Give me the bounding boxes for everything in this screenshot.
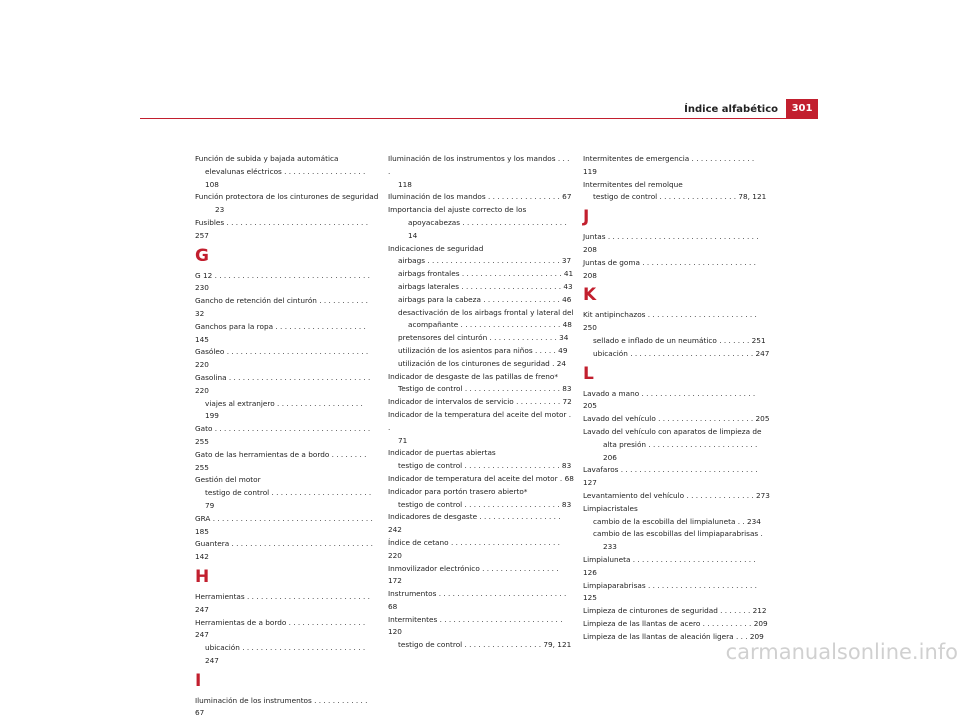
index-entry: ubicación . . . . . . . . . . . . . . . . . . . . . . . . . . . 247 — [205, 643, 366, 665]
index-entry: Lavado del vehículo . . . . . . . . . . . . . . . . . . . . . 205 — [583, 414, 770, 424]
index-entry: Iluminación de los instrumentos . . . . . . . . . . . . 67 — [195, 695, 368, 718]
index-entry: Iluminación de los instrumentos y los mandos . . . . — [388, 154, 570, 176]
index-entry: 233 — [603, 542, 617, 552]
index-column-1 — [195, 153, 379, 720]
index-letter-heading: L — [583, 363, 594, 384]
index-entry: desactivación de los airbags frontal y lateral del — [398, 307, 574, 317]
index-entry: 118 — [398, 179, 412, 189]
index-entry: airbags . . . . . . . . . . . . . . . . . . . . . . . . . . . . . 37 — [398, 256, 572, 266]
index-entry: Limpieza de las llantas de aleación ligera . . . 209 — [583, 631, 764, 641]
index-entry: utilización de los asientos para niños . . . . . 49 — [398, 345, 568, 355]
index-entry: Función protectora de los cinturones de seguridad — [195, 192, 379, 202]
index-entry: Indicador de temperatura del aceite del motor . 68 — [388, 473, 574, 483]
watermark-logo[interactable]: carmanualsonline.info — [725, 640, 958, 664]
index-entry: Limpiaparabrisas . . . . . . . . . . . . . . . . . . . . . . . . 125 — [583, 580, 757, 603]
index-entry: Ganchos para la ropa . . . . . . . . . . . . . . . . . . . . 145 — [195, 321, 366, 344]
index-entry: Kit antipinchazos . . . . . . . . . . . . . . . . . . . . . . . . 250 — [583, 310, 757, 333]
index-entry: cambio de las escobillas del limpiaparabrisas . — [593, 529, 763, 539]
index-entry: Iluminación de los mandos . . . . . . . . . . . . . . . . 67 — [388, 192, 572, 202]
index-entry: Gasolina . . . . . . . . . . . . . . . . . . . . . . . . . . . . . . . 220 — [195, 372, 371, 395]
index-entry: ubicación . . . . . . . . . . . . . . . . . . . . . . . . . . . 247 — [593, 348, 770, 358]
index-entry: elevalunas eléctricos . . . . . . . . . . . . . . . . . . 108 — [205, 166, 366, 189]
index-entry: apoyacabezas . . . . . . . . . . . . . . . . . . . . . . . 14 — [408, 217, 567, 240]
index-entry: Indicaciones de seguridad — [388, 243, 484, 253]
index-entry: Limpieza de las llantas de acero . . . . . . . . . . . 209 — [583, 618, 768, 628]
index-entry: testigo de control . . . . . . . . . . . . . . . . . . . . . 83 — [398, 499, 572, 509]
index-entry: airbags para la cabeza . . . . . . . . . . . . . . . . . 46 — [398, 294, 572, 304]
index-letter-heading: I — [195, 670, 202, 691]
index-entry: testigo de control . . . . . . . . . . . . . . . . . . . . . . 79 — [205, 488, 372, 510]
index-entry: Intermitentes del remolque — [583, 179, 683, 189]
index-entry: cambio de la escobilla del limpialuneta . . 234 — [593, 516, 761, 526]
index-entry: Juntas de goma . . . . . . . . . . . . . . . . . . . . . . . . . 208 — [583, 257, 756, 280]
index-entry: 71 — [398, 435, 408, 445]
index-entry: Testigo de control . . . . . . . . . . . . . . . . . . . . . 83 — [398, 384, 572, 394]
index-entry: Limpieza de cinturones de seguridad . . . . . . . 212 — [583, 606, 767, 616]
index-entry: testigo de control . . . . . . . . . . . . . . . . . . . . . 83 — [398, 461, 572, 471]
index-entry: airbags laterales . . . . . . . . . . . . . . . . . . . . . . 43 — [398, 281, 573, 291]
index-entry: Indicador de la temperatura del aceite del motor . . — [388, 409, 572, 432]
index-entry: Intermitentes de emergencia . . . . . . . . . . . . . . 119 — [583, 154, 755, 176]
index-entry: Importancia del ajuste correcto de los — [388, 205, 527, 215]
page-title: Índice alfabético — [684, 104, 778, 115]
index-entry: 23 — [215, 205, 225, 215]
index-entry: Gasóleo . . . . . . . . . . . . . . . . . . . . . . . . . . . . . . . 220 — [195, 347, 369, 370]
index-entry: Lavado a mano . . . . . . . . . . . . . . . . . . . . . . . . . 205 — [583, 388, 756, 411]
index-entry: Gato . . . . . . . . . . . . . . . . . . . . . . . . . . . . . . . . . . 255 — [195, 424, 371, 446]
index-entry: Herramientas . . . . . . . . . . . . . . . . . . . . . . . . . . . 247 — [195, 591, 370, 614]
index-entry: Gato de las herramientas de a bordo . . . . . . . . 255 — [195, 449, 367, 472]
index-entry: Indicador de desgaste de las patillas de freno* — [388, 371, 559, 381]
header-rule — [140, 118, 818, 119]
index-letter-heading: H — [195, 566, 210, 587]
index-entry: Gancho de retención del cinturón . . . . . . . . . . . 32 — [195, 296, 368, 318]
index-entry: viajes al extranjero . . . . . . . . . . . . . . . . . . . 199 — [205, 398, 363, 421]
index-entry: Lavado del vehículo con aparatos de limpieza de — [583, 426, 762, 436]
index-entry: Indicadores de desgaste . . . . . . . . . . . . . . . . . . 242 — [388, 512, 561, 535]
index-entry: Limpiacristales — [583, 503, 638, 513]
index-entry: pretensores del cinturón . . . . . . . . . . . . . . . 34 — [398, 333, 569, 343]
index-entry: Inmovilizador electrónico . . . . . . . . . . . . . . . . . 172 — [388, 563, 559, 586]
index-entry: testigo de control . . . . . . . . . . . . . . . . . 78, 121 — [593, 192, 767, 202]
index-entry: GRA . . . . . . . . . . . . . . . . . . . . . . . . . . . . . . . . . . . 185 — [195, 513, 373, 536]
index-entry: Índice de cetano . . . . . . . . . . . . . . . . . . . . . . . . 220 — [388, 537, 560, 560]
index-entry: testigo de control . . . . . . . . . . . . . . . . . 79, 121 — [398, 640, 572, 650]
index-entry: Juntas . . . . . . . . . . . . . . . . . . . . . . . . . . . . . . . . . 208 — [583, 232, 759, 254]
index-letter-heading: J — [583, 207, 590, 228]
index-entry: Limpialuneta . . . . . . . . . . . . . . . . . . . . . . . . . . . 126 — [583, 554, 756, 577]
index-entry: acompañante . . . . . . . . . . . . . . . . . . . . . . 48 — [408, 320, 572, 330]
index-entry: Indicador de puertas abiertas — [388, 448, 496, 458]
index-entry: Indicador de intervalos de servicio . . . . . . . . . . 72 — [388, 397, 572, 407]
index-entry: alta presión . . . . . . . . . . . . . . . . . . . . . . . . 206 — [603, 439, 758, 462]
index-entry: utilización de los cinturones de seguridad . 24 — [398, 358, 567, 368]
index-entry: Gestión del motor — [195, 475, 261, 485]
index-entry: Intermitentes . . . . . . . . . . . . . . . . . . . . . . . . . . . 120 — [388, 614, 563, 637]
index-entry: Herramientas de a bordo . . . . . . . . . . . . . . . . . 247 — [195, 617, 366, 640]
index-entry: airbags frontales . . . . . . . . . . . . . . . . . . . . . . 41 — [398, 269, 574, 279]
index-letter-heading: G — [195, 245, 209, 266]
index-entry: Indicador para portón trasero abierto* — [388, 486, 528, 496]
index-column-3 — [583, 153, 770, 644]
index-entry: Levantamiento del vehículo . . . . . . . . . . . . . . . 273 — [583, 490, 770, 500]
index-entry: Fusibles . . . . . . . . . . . . . . . . . . . . . . . . . . . . . . . 257 — [195, 217, 369, 240]
page-number-badge: 301 — [786, 99, 818, 119]
index-entry: sellado e inflado de un neumático . . . . . . . 251 — [593, 335, 766, 345]
index-column-2 — [388, 153, 574, 652]
index-entry: G 12 . . . . . . . . . . . . . . . . . . . . . . . . . . . . . . . . . . 230 — [195, 270, 370, 293]
index-entry: Guantera . . . . . . . . . . . . . . . . . . . . . . . . . . . . . . . 142 — [195, 539, 374, 562]
index-letter-heading: K — [583, 285, 597, 306]
index-entry: Función de subida y bajada automática — [195, 154, 339, 163]
index-entry: Instrumentos . . . . . . . . . . . . . . . . . . . . . . . . . . . . 68 — [388, 589, 567, 611]
index-entry: Lavafaros . . . . . . . . . . . . . . . . . . . . . . . . . . . . . . 127 — [583, 465, 758, 488]
